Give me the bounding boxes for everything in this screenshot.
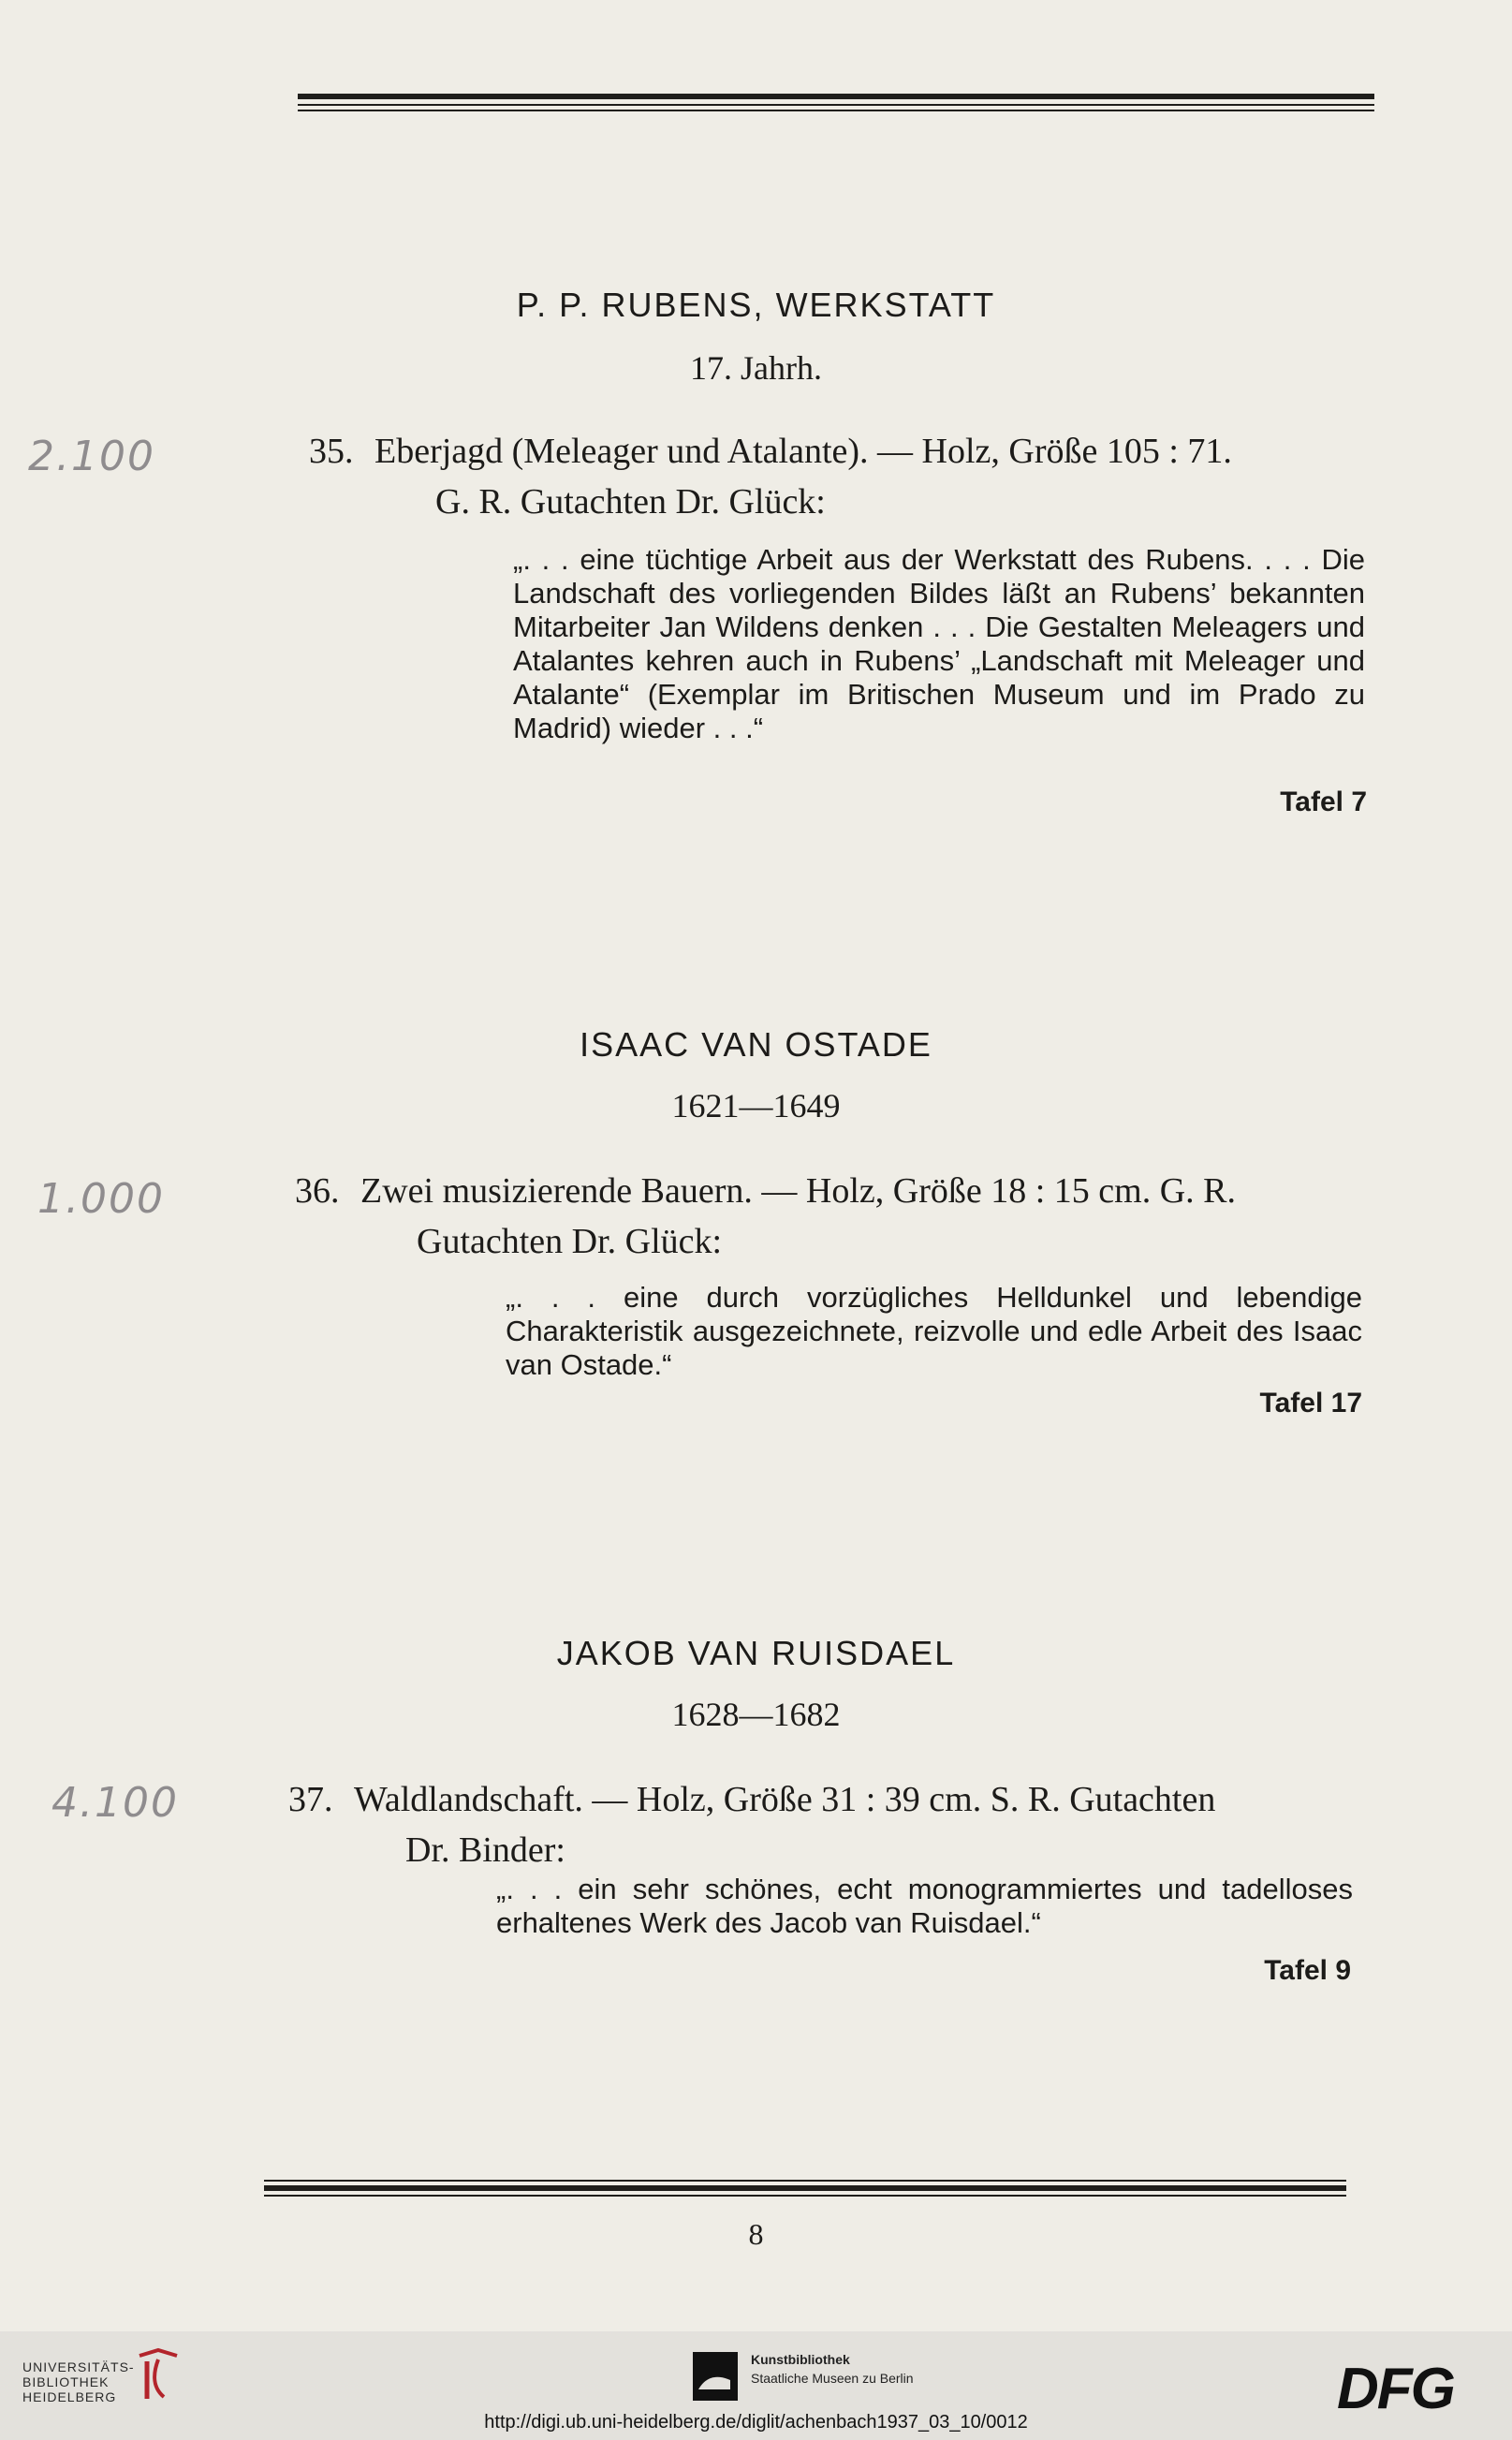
expert-quote: „. . . eine durch vorzügliches Helldunkel und lebendige Charakteristik ausgezeichnete, reizvolle und edle Arbeit des Isaac van Ostade.“	[506, 1281, 1362, 1381]
dfg-logo: DFG	[1337, 2357, 1454, 2421]
kunstbibliothek-logo-icon	[693, 2352, 738, 2405]
university-line: UNIVERSITÄTS-	[22, 2359, 135, 2374]
catalog-entry-35	[309, 426, 1386, 527]
entry-expertise: Gutachten Dr. Glück:	[417, 1222, 723, 1261]
kb-title: Kunstbibliothek	[751, 2352, 850, 2367]
expert-quote: „. . . eine tüchtige Arbeit aus der Werkstatt des Rubens. . . . Die Landschaft des vorliegenden Bildes läßt an Rubens’ bekannten Mitarbeiter Jan Wildens denken . . . Die Gestalten Meleagers und Atalantes kehren auch in Rubens’ „Landschaft mit Meleager und Atalante“ (Exemplar im Britischen Museum und im Prado zu Madrid) wieder . . .“	[513, 543, 1365, 744]
university-line: BIBLIOTHEK	[22, 2374, 110, 2389]
plate-reference: Tafel 17	[1259, 1388, 1362, 1418]
plate-reference: Tafel 7	[1280, 786, 1367, 817]
section-dates-ostade: 1621—1649	[671, 1087, 841, 1124]
price-annotation: 1.000	[37, 1175, 165, 1223]
expert-quote: „. . . ein sehr schönes, echt monogrammiertes und tadelloses erhaltenes Werk des Jacob van Ruisdael.“	[496, 1873, 1353, 1939]
section-heading-ruisdael: JAKOB VAN RUISDAEL	[556, 1634, 956, 1672]
entry-title: Zwei musizierende Bauern. — Holz, Größe 18 : 15 cm. G. R.	[360, 1171, 1236, 1211]
entry-expertise: G. R. Gutachten Dr. Glück:	[435, 482, 826, 522]
catalog-entry-36	[295, 1166, 1381, 1267]
catalog-entry-37	[288, 1774, 1374, 1875]
entry-title: Waldlandschaft. — Holz, Größe 31 : 39 cm. S. R. Gutachten	[354, 1780, 1216, 1819]
entry-title: Eberjagd (Meleager und Atalante). — Holz, Größe 105 : 71.	[374, 432, 1232, 471]
entry-number: 35.	[309, 432, 354, 471]
entry-expertise: Dr. Binder:	[405, 1830, 565, 1870]
section-heading-rubens: P. P. RUBENS, WERKSTATT	[516, 286, 996, 324]
kunstbibliothek-label	[751, 2350, 914, 2388]
section-dates-rubens: 17. Jahrh.	[690, 349, 822, 387]
page-number: 8	[748, 2217, 764, 2251]
digitization-footer	[0, 2331, 1512, 2440]
price-annotation: 4.100	[51, 1779, 179, 1827]
top-rule	[298, 94, 1374, 111]
price-annotation: 2.100	[28, 433, 155, 480]
bottom-rule	[264, 2175, 1346, 2197]
section-heading-ostade: ISAAC VAN OSTADE	[580, 1025, 932, 1064]
university-library-name	[22, 2359, 135, 2404]
kb-subtitle: Staatliche Museen zu Berlin	[751, 2371, 914, 2386]
university-line: HEIDELBERG	[22, 2389, 117, 2404]
university-logo-icon	[136, 2346, 181, 2407]
entry-number: 37.	[288, 1780, 333, 1819]
source-url[interactable]: http://digi.ub.uni-heidelberg.de/diglit/achenbach1937_03_10/0012	[484, 2412, 1028, 2433]
plate-reference: Tafel 9	[1264, 1955, 1351, 1986]
section-dates-ruisdael: 1628—1682	[671, 1696, 841, 1733]
entry-number: 36.	[295, 1171, 340, 1211]
